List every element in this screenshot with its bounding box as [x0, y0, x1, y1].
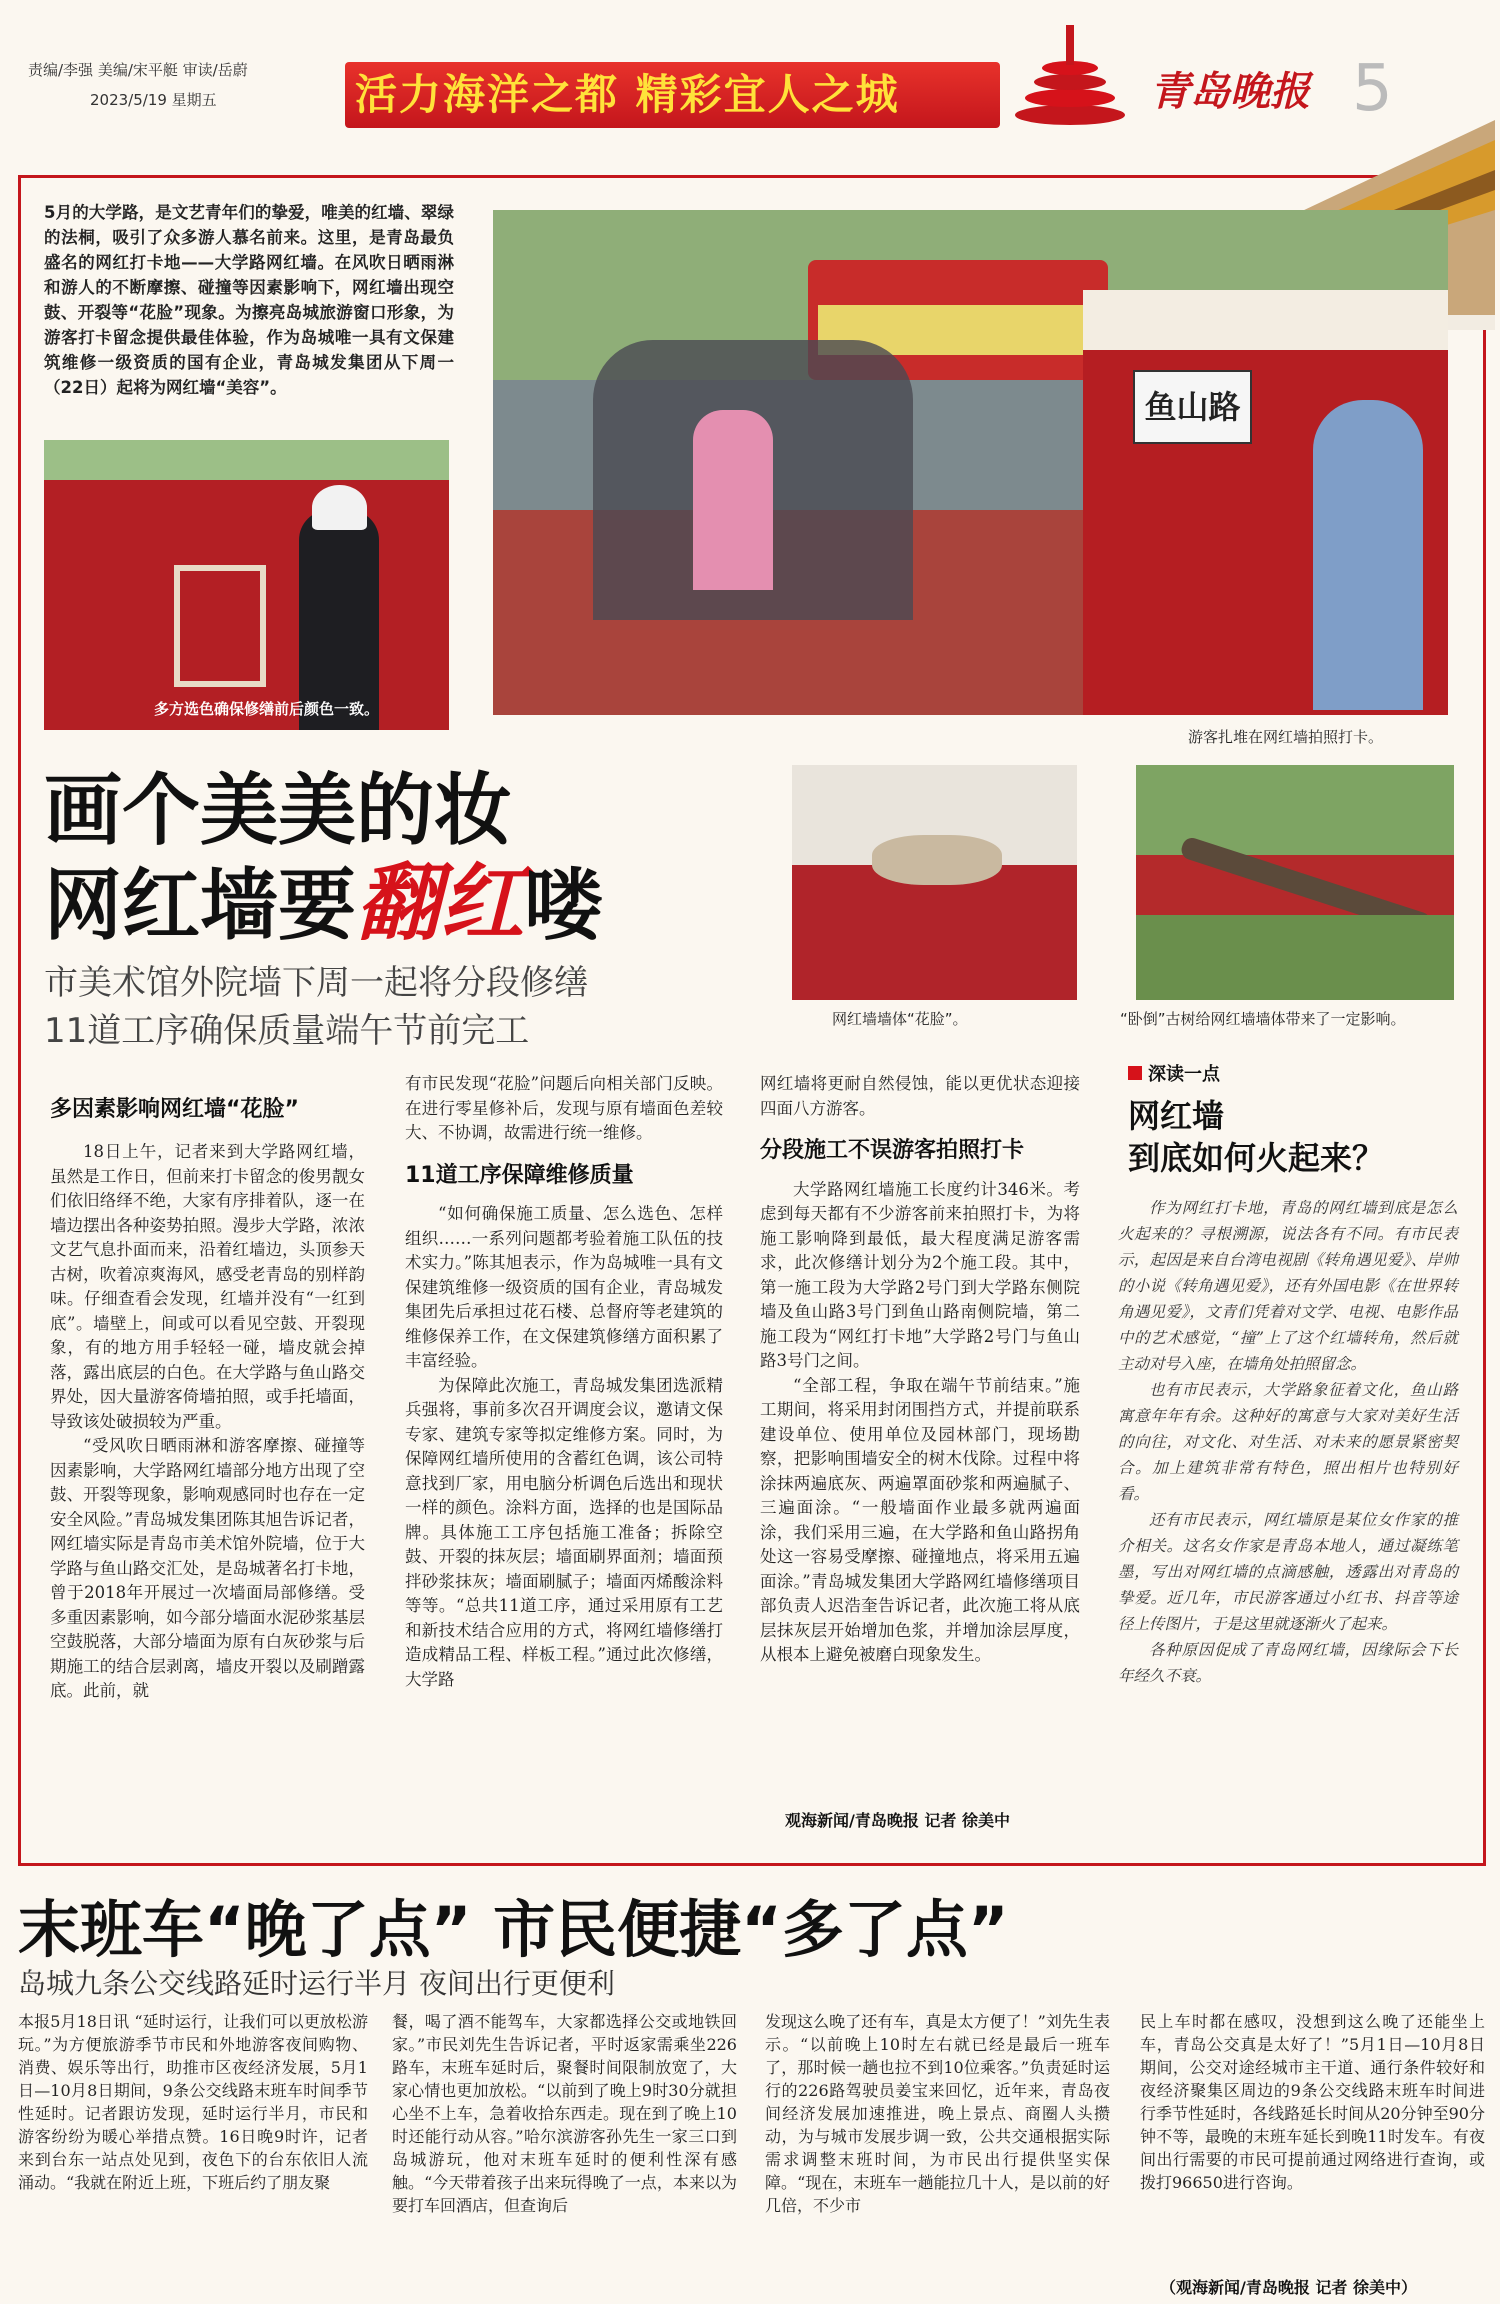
col3-paragraph-1: 大学路网红墙施工长度约计346米。考虑到每天都有不少游客前来拍照打卡，为将施工影响降到最低，最大程度满足游客需求，此次修缮计划分为2个施工段。其中，第一施工段为大学路2号门到大学路东侧院墙及鱼山路3号门到鱼山路南侧院墙，第二施工段为“网红打卡地”大学路2号门与鱼山路3号门之间。	[760, 1179, 1080, 1370]
feature-byline: 观海新闻/青岛晚报 记者 徐美中	[785, 1811, 1010, 1830]
worker-photo-caption: 多方选色确保修缮前后颜色一致。	[154, 700, 380, 718]
sidebar-paragraph-2: 也有市民表示，大学路象征着文化，鱼山路寓意年年有余。这种好的寓意与大家对美好生活的向往，对文化、对生活、对未来的愿景紧密契合。加上建筑非常有特色，照出相片也特别好看。	[1118, 1381, 1458, 1503]
tree-photo-caption: “卧倒”古树给网红墙墙体带来了一定影响。	[1120, 1010, 1406, 1028]
bus-column-1: 本报5月18日讯 “延时运行，让我们可以更放松游玩。”为方便旅游季节市民和外地游客夜间购物、消费、娱乐等出行，助推市区夜经济发展，5月1日—10月8日期间，9条公交线路末班车时间季节性延时。记者跟访发现，延时运行半月，市民和游客纷纷为暖心举措点赞。16日晚9时许，记者来到台东一站点处见到，夜色下的台东依旧人流涌动。“我就在附近上班，下班后约了朋友聚	[18, 2012, 368, 2192]
col3-paragraph-2: “全部工程，争取在端午节前结束。”施工期间，将采用封闭围挡方式，并提前联系建设单位、使用单位及园林部门，现场勘察，把影响围墙安全的树木伐除。过程中将涂抹两遍底灰、两遍罩面砂浆和两遍腻子、三遍面涂。“一般墙面作业最多就两遍面涂，我们采用三遍，在大学路和鱼山路拐角处这一容易受摩擦、碰撞地点，将采用五遍面涂。”青岛城发集团大学路网红墙修缮项目部负责人迟浩奎告诉记者，此次施工将从底层抹灰层开始增加色浆，并增加涂层厚度，从根本上避免被磨白现象发生。	[760, 1375, 1080, 1664]
damage-photo	[792, 765, 1077, 1000]
section-title-3: 分段施工不误游客拍照打卡	[760, 1138, 1025, 1163]
sidebar-title-line-1: 网红墙	[1128, 1097, 1225, 1135]
col2-paragraph-0: 有市民发现“花脸”问题后向相关部门反映。在进行零星修补后，发现与原有墙面色差较大、不协调，故需进行统一维修。	[405, 1074, 723, 1142]
feature-subhead-2: 11道工序确保质量端午节前完工	[44, 1011, 530, 1051]
sidebar-tag: 深读一点	[1148, 1064, 1220, 1085]
sidebar-title	[1128, 1095, 1384, 1179]
feature-intro: 5月的大学路，是文艺青年们的挚爱，唯美的红墙、翠绿的法桐，吸引了众多游人慕名前来。这里，是青岛最负盛名的网红打卡地——大学路网红墙。在风吹日晒雨淋和游人的不断摩擦、碰撞等因素影响下，网红墙出现空鼓、开裂等“花脸”现象。为擦亮岛城旅游窗口形象，为游客打卡留念提供最佳体验，作为岛城唯一具有文保建筑维修一级资质的国有企业，青岛城发集团从下周一（22日）起将为网红墙“美容”。	[44, 203, 454, 397]
sidebar-tag-square	[1128, 1066, 1142, 1080]
damage-photo-caption: 网红墙墙体“花脸”。	[832, 1010, 968, 1028]
sidebar-paragraph-1: 作为网红打卡地，青岛的网红墙到底是怎么火起来的？寻根溯源，说法各有不同。有市民表示，起因是来自台湾电视剧《转角遇见爱》、岸帅的小说《转角遇见爱》，还有外国电影《在世界转角遇见爱》，文青们凭着对文学、电视、电影作品中的艺术感觉，“撞”上了这个红墙转角，然后就主动对号入座，在墙角处拍照留念。	[1118, 1199, 1458, 1373]
sidebar-title-line-2: 到底如何火起来？	[1128, 1139, 1385, 1177]
section-title-2: 11道工序保障维修质量	[405, 1162, 634, 1188]
page-number: 5	[1352, 52, 1393, 126]
street-sign: 鱼山路	[1133, 370, 1252, 444]
headline-line-2a: 网红墙要	[44, 861, 357, 951]
headline-line-1: 画个美美的妆	[44, 766, 513, 856]
editor-credits: 责编/李强 美编/宋平艇 审读/岳蔚	[28, 61, 248, 79]
headline-highlight: 翻红	[356, 854, 525, 952]
tree-photo	[1136, 765, 1454, 1000]
feature-column-3	[760, 1072, 1080, 1668]
col2-paragraph-1: “如何确保施工质量、怎么选色、怎样组织……一系列问题都考验着施工队伍的技术实力。”陈其旭表示，作为岛城唯一具有文保建筑维修一级资质的国有企业，青岛城发集团先后承担过花石楼、总督府等老建筑的维修保养工作，在文保建筑修缮方面积累了丰富经验。	[405, 1204, 723, 1370]
bus-article-subtitle: 岛城九条公交线路延时运行半月 夜间出行更便利	[18, 1967, 615, 2000]
feature-subhead-1: 市美术馆外院墙下周一起将分段修缮	[44, 963, 588, 1003]
bus-column-2: 餐，喝了酒不能驾车，大家都选择公交或地铁回家。”市民刘先生告诉记者，平时返家需乘坐226路车，末班车延时后，聚餐时间限制放宽了，大家心情也更加放松。“以前到了晚上9时30分就担心坐不上车，急着收拾东西走。现在到了晚上10时还能行动从容。”哈尔滨游客孙先生一家三口到岛城游玩，他对末班车延时的便利性深有感触。“今天带着孩子出来玩得晚了一点，本来以为要打车回酒店，但查询后	[392, 2012, 737, 2215]
col1-paragraph-2: “受风吹日晒雨淋和游客摩擦、碰撞等因素影响，大学路网红墙部分地方出现了空鼓、开裂等现象，影响观感同时也存在一定安全风险。”青岛城发集团陈其旭告诉记者，网红墙实际是青岛市美术馆外院墙，位于大学路与鱼山路交汇处，是岛城著名打卡地，曾于2018年开展过一次墙面局部修缮。受多重因素影响，如今部分墙面水泥砂浆基层空鼓脱落，大部分墙面为原有白灰砂浆与后期施工的结合层剥离，墙皮开裂以及刷蹭露底。此前，就	[50, 1436, 365, 1700]
col2-paragraph-2: 为保障此次施工，青岛城发集团选派精兵强将，事前多次召开调度会议，邀请文保专家、建筑专家等拟定维修方案。同时，为保障网红墙所使用的含蓄红色调，该公司特意找到厂家，用电脑分析调色后选出和现状一样的颜色。涂料方面，选择的也是国际品牌。具体施工工序包括施工准备；拆除空鼓、开裂的抹灰层；墙面刷界面剂；墙面预拌砂浆抹灰；墙面刷腻子；墙面丙烯酸涂料等等。“总共11道工序，通过采用原有工艺和新技术结合应用的方式，将网红墙修缮打造成精品工程、样板工程。”通过此次修缮，大学路	[405, 1375, 723, 1689]
sidebar-body	[1118, 1195, 1458, 1689]
bus-article-title: 末班车“晚了点” 市民便捷“多了点”	[18, 1893, 1009, 1966]
bus-column-3: 发现这么晚了还有车，真是太方便了！”刘先生表示。“以前晚上10时左右就已经是最后一班车了，那时候一趟也拉不到10位乘客。”负责延时运行的226路驾驶员姜宝来回忆，近年来，青岛夜间经济发展加速推进，晚上景点、商圈人头攒动，为与城市发展步调一致，公共交通根据实际需求调整末班时间，为市民出行提供坚实保障。“现在，末班车一趟能拉几十人，是以前的好几倍，不少市	[765, 2012, 1110, 2215]
sidebar-paragraph-3: 还有市民表示，网红墙原是某位女作家的推介相关。这名女作家是青岛本地人，通过凝练笔墨，写出对网红墙的点滴感触，透露出对青岛的挚爱。近几年，市民游客通过小红书、抖音等途径上传图片，于是这里就逐渐火了起来。	[1118, 1511, 1458, 1633]
headline-line-2c: 喽	[524, 861, 603, 951]
crowd-photo	[493, 210, 1448, 715]
section-title-1: 多因素影响网红墙“花脸”	[50, 1097, 299, 1122]
bus-column-4: 民上车时都在感叹，没想到这么晚了还能坐上车，青岛公交真是太好了！”5月1日—10月8日期间，公交对途经城市主干道、通行条件较好和夜经济聚集区周边的9条公交线路末班车时间进行季节性延时，各线路延长时间从20分钟至90分钟不等，最晚的末班车延长到晚11时发车。有夜间出行需要的市民可提前通过网络进行查询，或拨打96650进行咨询。	[1140, 2012, 1485, 2192]
slogan-text: 活力海洋之都 精彩宜人之城	[355, 70, 900, 119]
worker-photo	[44, 440, 449, 730]
bus-byline: （观海新闻/青岛晚报 记者 徐美中）	[1160, 2278, 1417, 2297]
crowd-photo-caption: 游客扎堆在网红墙拍照打卡。	[1188, 728, 1384, 746]
paper-logo: 青岛晚报	[1150, 68, 1310, 115]
col3-paragraph-0: 网红墙将更耐自然侵蚀，能以更优状态迎接四面八方游客。	[760, 1074, 1080, 1118]
sidebar-paragraph-4: 各种原因促成了青岛网红墙，因缘际会下长年经久不衰。	[1118, 1641, 1458, 1685]
col1-paragraph-1: 18日上午，记者来到大学路网红墙，虽然是工作日，但前来打卡留念的俊男靓女们依旧络绎不绝，大家有序排着队，逐一在墙边摆出各种姿势拍照。漫步大学路，浓浓文艺气息扑面而来，沿着红墙边，头顶参天古树，吹着凉爽海风，感受老青岛的别样韵味。仔细查看会发现，红墙并没有“一红到底”。墙壁上，间或可以看见空鼓、开裂现象，有的地方用手轻轻一碰，墙皮就会掉落，露出底层的白色。在大学路与鱼山路交界处，因大量游客倚墙拍照，或手托墙面，导致该处破损较为严重。	[50, 1142, 365, 1431]
issue-date: 2023/5/19 星期五	[90, 91, 217, 109]
feature-column-2	[405, 1072, 723, 1692]
feature-column-1	[50, 1140, 365, 1704]
feature-headline	[44, 765, 602, 952]
